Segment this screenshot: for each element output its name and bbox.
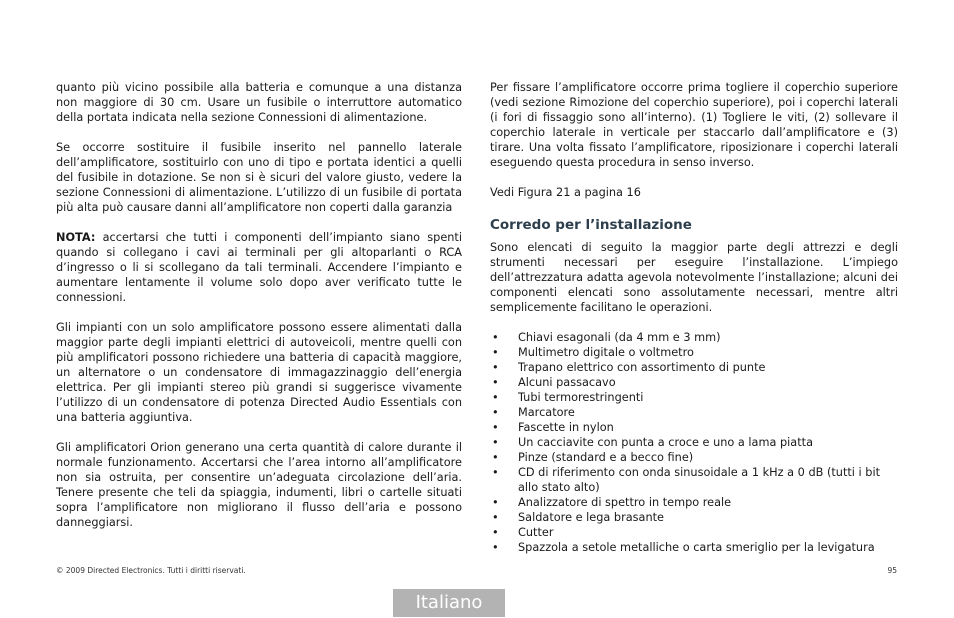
tool-list-item — [490, 375, 898, 390]
tool-list-item — [490, 345, 898, 360]
note-text: accertarsi che tutti i componenti dell’impianto siano spenti quando si collegano i cavi ai terminali per gli altoparlanti o RCA d’ingresso o li si scollegano da tali terminali. Accendere l’impianto e aumentare lentamente il volume solo dopo aver verificato tutte le connessioni. — [56, 231, 462, 304]
tool-list-item — [490, 360, 898, 375]
bullet-icon: • — [492, 541, 499, 554]
language-tab: Italiano — [393, 589, 505, 617]
bullet-icon: • — [492, 376, 499, 389]
left-column — [56, 80, 462, 545]
tool-label: Chiavi esagonali (da 4 mm e 3 mm) — [518, 331, 721, 344]
tool-label: Tubi termorestringenti — [518, 391, 644, 404]
paragraph-heat: Gli amplificatori Orion generano una certa quantità di calore durante il normale funzionamento. Accertarsi che l’area intorno all’amplificatore non sia ostruita, per consentire un’adeguata circolazione dell’aria. Tenere presente che teli da spiaggia, indumenti, libri o cartelle situati sopra l’amplificatore non migliorano il flusso dell’aria e possono danneggiarsi. — [56, 441, 462, 529]
tool-label: Multimetro digitale o voltmetro — [518, 346, 694, 359]
tool-list-item — [490, 495, 898, 510]
tool-list-item — [490, 465, 898, 495]
tool-label: Un cacciavite con punta a croce e uno a lama piatta — [518, 436, 813, 449]
note-paragraph — [56, 230, 462, 305]
tool-list-item — [490, 510, 898, 525]
figure-reference: Vedi Figura 21 a pagina 16 — [490, 186, 641, 199]
paragraph-mounting: Per fissare l’amplificatore occorre prima togliere il coperchio superiore (vedi sezione Rimozione del coperchio superiore), poi i coperchi laterali (i fori di fissaggio sono all’interno). (1) Togliere le viti, (2) sollevare il coperchio laterale in verticale per staccarlo dall’amplificatore e (3) tirare. Una volta fissato l’amplificatore, riposizionare i coperchi laterali eseguendo questa procedura in senso inverso. — [490, 81, 898, 169]
tool-label: Fascette in nylon — [518, 421, 614, 434]
paragraph-tools-intro: Sono elencati di seguito la maggior parte degli attrezzi e degli strumenti necessari per eseguire l’installazione. L’impiego dell’attrezzatura adatta agevola notevolmente l’installazione; alcuni dei componenti elencati sono assolutamente necessari, mentre altri semplicemente facilitano le operazioni. — [490, 241, 898, 314]
section-heading: Corredo per l’installazione — [490, 217, 692, 233]
paragraph-fuse-replacement: Se occorre sostituire il fusibile inserito nel pannello laterale dell’amplificatore, sostituirlo con uno di tipo e portata identici a quelli del fusibile in dotazione. Se non si è sicuri del valore giusto, vedere la sezione Connessioni di alimentazione. L’utilizzo di un fusibile di portata più alta può causare danni all’amplificatore non coperti dalla garanzia — [56, 141, 462, 214]
page-number: 95 — [887, 566, 897, 575]
bullet-icon: • — [492, 496, 499, 509]
tools-list — [490, 330, 898, 555]
tool-list-item — [490, 330, 898, 345]
tool-list-item — [490, 450, 898, 465]
paragraph-power-systems: Gli impianti con un solo amplificatore possono essere alimentati dalla maggior parte degli impianti elettrici di autoveicoli, mentre quelli con più amplificatori possono richiedere una batteria di capacità maggiore, un alternatore o un condensatore di immagazzinaggio dell’energia elettrica. Per gli impianti stereo più grandi si suggerisce vivamente l’utilizzo di un condensatore di potenza Directed Audio Essentials con una batteria aggiuntiva. — [56, 321, 462, 424]
bullet-icon: • — [492, 466, 499, 479]
bullet-icon: • — [492, 511, 499, 524]
bullet-icon: • — [492, 391, 499, 404]
bullet-icon: • — [492, 346, 499, 359]
tool-list-item — [490, 390, 898, 405]
bullet-icon: • — [492, 361, 499, 374]
tool-label: Marcatore — [518, 406, 575, 419]
tool-list-item — [490, 435, 898, 450]
copyright-footer: © 2009 Directed Electronics. Tutti i diritti riservati. — [56, 566, 246, 575]
bullet-icon: • — [492, 451, 499, 464]
bullet-icon: • — [492, 526, 499, 539]
tool-list-item — [490, 405, 898, 420]
bullet-icon: • — [492, 331, 499, 344]
right-column — [490, 80, 898, 555]
tool-list-item — [490, 420, 898, 435]
tool-label: Pinze (standard e a becco fine) — [518, 451, 694, 464]
tool-label: Analizzatore di spettro in tempo reale — [518, 496, 732, 509]
tool-label: Saldatore e lega brasante — [518, 511, 665, 524]
tool-list-item — [490, 525, 898, 540]
bullet-icon: • — [492, 421, 499, 434]
bullet-icon: • — [492, 436, 499, 449]
tool-label: Alcuni passacavo — [518, 376, 616, 389]
tool-label: Trapano elettrico con assortimento di punte — [518, 361, 766, 374]
tool-label: CD di riferimento con onda sinusoidale a 1 kHz a 0 dB (tutti i bit allo stato alto) — [518, 466, 881, 494]
tool-list-item — [490, 540, 898, 555]
paragraph-fuse-placement: quanto più vicino possibile alla batteria e comunque a una distanza non maggiore di 30 cm. Usare un fusibile o interruttore automatico della portata indicata nella sezione Connessioni di alimentazione. — [56, 81, 462, 124]
tool-label: Spazzola a setole metalliche o carta smeriglio per la levigatura — [518, 541, 875, 554]
bullet-icon: • — [492, 406, 499, 419]
note-label: NOTA: — [56, 231, 96, 244]
tool-label: Cutter — [518, 526, 554, 539]
